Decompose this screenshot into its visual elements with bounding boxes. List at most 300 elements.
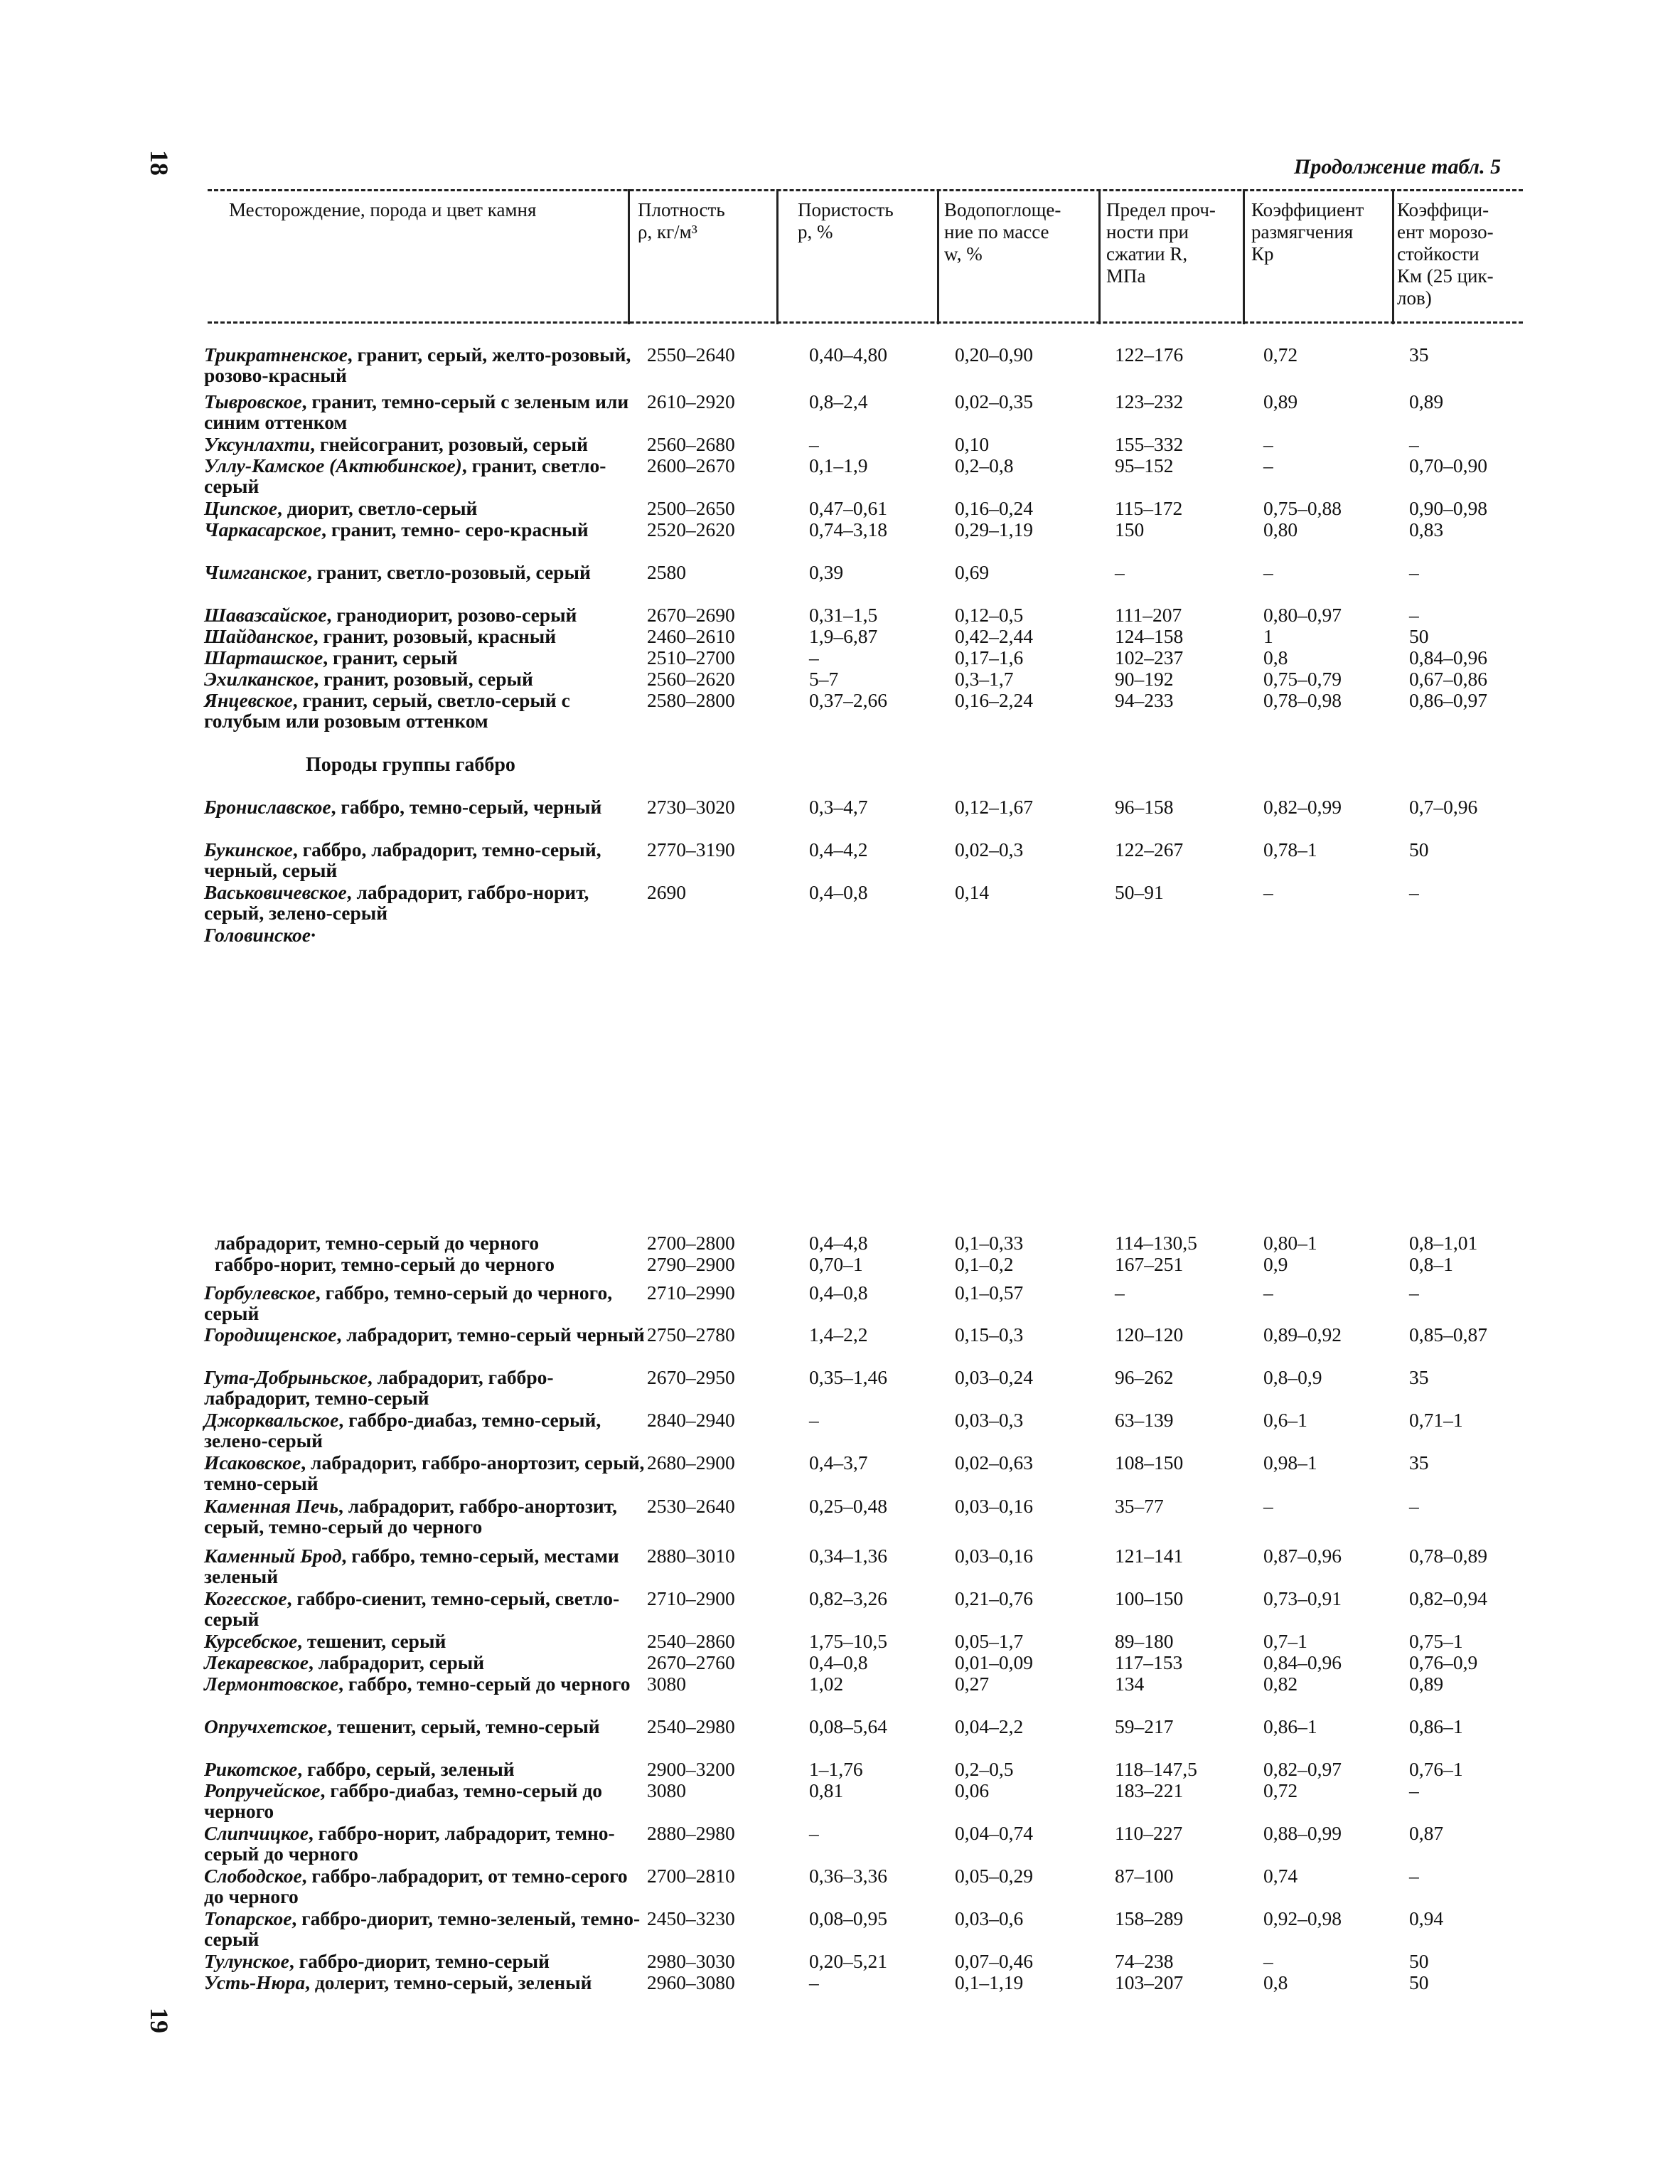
row-deposit	[204, 1631, 645, 1651]
page-number-top: 18	[145, 150, 173, 176]
cell-softening: 0,89–0,92	[1263, 1323, 1342, 1346]
cell-water-absorption: 0,03–0,24	[955, 1366, 1033, 1388]
cell-frost: 0,90–0,98	[1409, 497, 1487, 519]
cell-water-absorption: 0,03–0,3	[955, 1409, 1024, 1431]
cell-porosity: 0,34–1,36	[809, 1545, 887, 1567]
cell-density: 2980–3030	[647, 1950, 735, 1972]
deposit-name: Гута-Добрыньское	[204, 1366, 368, 1388]
cell-density: 3080	[647, 1673, 686, 1695]
row-deposit	[204, 498, 645, 518]
cell-porosity: 0,4–4,8	[809, 1232, 868, 1254]
deposit-description: , габбро, темно-серый, черный	[331, 796, 602, 818]
cell-porosity: –	[809, 1409, 819, 1431]
cell-strength: 134	[1115, 1673, 1145, 1695]
cell-softening: 0,98–1	[1263, 1451, 1317, 1474]
cell-water-absorption: 0,02–0,63	[955, 1451, 1033, 1474]
cell-density: 2960–3080	[647, 1971, 735, 1993]
cell-density: 2550–2640	[647, 343, 735, 366]
deposit-description: , габбро-сиенит, темно-серый, светло-серый	[204, 1587, 620, 1630]
cell-strength: 102–237	[1115, 646, 1184, 668]
cell-strength: 111–207	[1115, 604, 1182, 626]
cell-porosity: 1,4–2,2	[809, 1323, 868, 1346]
deposit-name: Шарташское	[204, 646, 323, 668]
cell-porosity: 0,74–3,18	[809, 518, 887, 540]
cell-strength: 59–217	[1115, 1715, 1174, 1737]
deposit-description: , габбро-диабаз, темно-серый, зелено-серый	[204, 1409, 601, 1451]
deposit-description: , лабрадорит, серый	[309, 1651, 485, 1673]
header-frost: Коэффици- ент морозо- стойкости Км (25 цик- лов)	[1397, 199, 1494, 309]
cell-frost: 0,94	[1409, 1907, 1444, 1929]
cell-water-absorption: 0,15–0,3	[955, 1323, 1024, 1346]
cell-softening: 0,88–0,99	[1263, 1822, 1342, 1844]
cell-frost: 35	[1409, 343, 1429, 366]
cell-softening: –	[1263, 881, 1273, 903]
row-deposit	[204, 1652, 645, 1673]
cell-water-absorption: 0,27	[955, 1673, 990, 1695]
row-deposit	[204, 1865, 645, 1907]
deposit-name: Исаковское	[204, 1451, 301, 1474]
cell-frost: –	[1409, 1495, 1419, 1517]
cell-density: 2530–2640	[647, 1495, 735, 1517]
cell-softening: 0,89	[1263, 390, 1298, 412]
col-divider	[1243, 189, 1245, 324]
col-divider	[776, 189, 779, 324]
cell-strength: 115–172	[1115, 497, 1183, 519]
deposit-description: , габбро-лабрадорит, от темно-серого до черного	[204, 1865, 628, 1907]
deposit-name: Усть-Нюра	[204, 1971, 306, 1993]
cell-porosity: 0,4–0,8	[809, 1282, 868, 1304]
cell-density: 2670–2760	[647, 1651, 735, 1673]
row-deposit	[204, 1367, 645, 1408]
header-top-rule	[208, 189, 1523, 191]
cell-porosity: –	[809, 646, 819, 668]
cell-porosity: 1,75–10,5	[809, 1630, 887, 1652]
cell-water-absorption: 0,04–2,2	[955, 1715, 1024, 1737]
cell-porosity: 0,4–0,8	[809, 881, 868, 903]
cell-frost: 50	[1409, 1971, 1429, 1993]
cell-frost: 0,71–1	[1409, 1409, 1463, 1431]
cell-softening: 0,7–1	[1263, 1630, 1307, 1652]
cell-softening: 0,78–1	[1263, 838, 1317, 861]
cell-softening: 0,80	[1263, 518, 1298, 540]
cell-frost: –	[1409, 881, 1419, 903]
deposit-name: Тулунское	[204, 1950, 289, 1972]
cell-softening: 0,86–1	[1263, 1715, 1317, 1737]
cell-water-absorption: 0,05–0,29	[955, 1865, 1033, 1887]
cell-strength: 124–158	[1115, 625, 1184, 647]
cell-strength: 158–289	[1115, 1907, 1184, 1929]
page-number-bottom: 19	[145, 2008, 173, 2033]
cell-density: 2510–2700	[647, 646, 735, 668]
deposit-name: Джорквальское	[204, 1409, 339, 1431]
row-deposit	[204, 882, 645, 923]
cell-strength: 63–139	[1115, 1409, 1174, 1431]
deposit-name: Янцевское	[204, 689, 293, 711]
cell-softening: –	[1263, 454, 1273, 476]
cell-strength: 122–176	[1115, 343, 1184, 366]
cell-density: 2670–2690	[647, 604, 735, 626]
cell-frost: 0,70–0,90	[1409, 454, 1487, 476]
cell-strength: 114–130,5	[1115, 1232, 1197, 1254]
deposit-name: Слипчицкое	[204, 1822, 309, 1844]
deposit-description: , гранит, серый, желто-розовый, розово-красный	[204, 343, 631, 386]
deposit-name: Тывровское	[204, 390, 302, 412]
row-deposit	[204, 1282, 645, 1323]
cell-density: 2600–2670	[647, 454, 735, 476]
cell-strength: 87–100	[1115, 1865, 1174, 1887]
deposit-description: , габбро-норит, лабрадорит, темно-серый до черного	[204, 1822, 615, 1865]
cell-strength: 122–267	[1115, 838, 1184, 861]
cell-density: 2770–3190	[647, 838, 735, 861]
cell-frost: 0,75–1	[1409, 1630, 1463, 1652]
cell-strength: 94–233	[1115, 689, 1174, 711]
row-deposit	[204, 797, 645, 817]
cell-porosity: 1,9–6,87	[809, 625, 878, 647]
cell-frost: –	[1409, 561, 1419, 583]
cell-water-absorption: 0,20–0,90	[955, 343, 1033, 366]
cell-porosity: 0,37–2,66	[809, 689, 887, 711]
cell-softening: 0,8–0,9	[1263, 1366, 1322, 1388]
cell-frost: –	[1409, 1779, 1419, 1801]
deposit-description: , габбро, темно-серый до черного, серый	[204, 1282, 613, 1324]
deposit-description: , тешенит, серый, темно-серый	[327, 1715, 600, 1737]
cell-strength: 89–180	[1115, 1630, 1174, 1652]
row-deposit	[204, 1759, 645, 1779]
deposit-description: , гранит, серый	[323, 646, 458, 668]
cell-water-absorption: 0,1–0,33	[955, 1232, 1024, 1254]
row-description: лабрадорит, темно-серый до черного	[215, 1232, 540, 1254]
cell-density: 2540–2860	[647, 1630, 735, 1652]
cell-frost: –	[1409, 433, 1419, 455]
row-deposit	[204, 839, 645, 880]
cell-water-absorption: 0,03–0,6	[955, 1907, 1024, 1929]
cell-water-absorption: 0,2–0,5	[955, 1758, 1014, 1780]
cell-strength: 35–77	[1115, 1495, 1164, 1517]
cell-softening: 0,82–0,97	[1263, 1758, 1342, 1780]
deposit-name: Брониславское	[204, 796, 331, 818]
cell-frost: 0,89	[1409, 390, 1444, 412]
deposit-name: Топарское	[204, 1907, 292, 1929]
row-deposit	[204, 604, 645, 625]
cell-water-absorption: 0,05–1,7	[955, 1630, 1024, 1652]
cell-density: 2580	[647, 561, 686, 583]
header-porosity: Пористость р, %	[798, 199, 894, 243]
deposit-description: , гранит, розовый, серый	[314, 668, 533, 690]
cell-density: 2790–2900	[647, 1253, 735, 1275]
cell-porosity: 0,81	[809, 1779, 844, 1801]
deposit-name: Ропручейское	[204, 1779, 321, 1801]
cell-softening: 0,74	[1263, 1865, 1298, 1887]
cell-strength: 118–147,5	[1115, 1758, 1197, 1780]
cell-frost: 0,89	[1409, 1673, 1444, 1695]
row-deposit	[204, 1908, 645, 1949]
cell-porosity: 0,08–0,95	[809, 1907, 887, 1929]
cell-porosity: 0,35–1,46	[809, 1366, 887, 1388]
cell-water-absorption: 0,3–1,7	[955, 668, 1014, 690]
cell-porosity: 5–7	[809, 668, 839, 690]
deposit-description: , лабрадорит, габбро-лабрадорит, темно-серый	[204, 1366, 554, 1409]
header-density: Плотность ρ, кг/м³	[638, 199, 725, 243]
table-continuation-label: Продолжение табл. 5	[1294, 155, 1502, 179]
deposit-description: , гранит, темно-серый с зеленым или синим оттенком	[204, 390, 629, 433]
cell-water-absorption: 0,1–0,57	[955, 1282, 1024, 1304]
deposit-name: Шайданское	[204, 625, 314, 647]
header-water-absorption: Водопоглоще- ние по массе w, %	[944, 199, 1061, 265]
deposit-name: Головинское·	[204, 924, 316, 946]
cell-porosity: 0,40–4,80	[809, 343, 887, 366]
deposit-description: , лабрадорит, габбро-анортозит, серый, темно-серый	[204, 1451, 645, 1494]
deposit-description: , лабрадорит, темно-серый черный	[336, 1323, 645, 1346]
deposit-name: Опручхетское	[204, 1715, 328, 1737]
row-deposit	[204, 1588, 645, 1629]
cell-frost: 50	[1409, 625, 1429, 647]
deposit-name: Трикратненское	[204, 343, 348, 366]
header-softening: Коэффициент размягчения Кр	[1251, 199, 1364, 265]
deposit-name: Уксунлахти	[204, 433, 311, 455]
cell-density: 2580–2800	[647, 689, 735, 711]
cell-strength: 50–91	[1115, 881, 1164, 903]
row-deposit	[204, 1545, 645, 1587]
cell-porosity: 0,4–0,8	[809, 1651, 868, 1673]
cell-softening: 0,82–0,99	[1263, 796, 1342, 818]
deposit-description: , габбро-диабаз, темно-серый до черного	[204, 1779, 603, 1822]
section-title: Породы группы габбро	[306, 754, 515, 776]
header-deposit: Месторождение, порода и цвет камня	[229, 199, 537, 220]
row-deposit	[204, 562, 645, 582]
cell-softening: –	[1263, 1282, 1273, 1304]
cell-water-absorption: 0,07–0,46	[955, 1950, 1033, 1972]
cell-softening: 0,92–0,98	[1263, 1907, 1342, 1929]
cell-strength: 100–150	[1115, 1587, 1184, 1609]
cell-density: 2500–2650	[647, 497, 735, 519]
cell-strength: 117–153	[1115, 1651, 1183, 1673]
cell-softening: 0,84–0,96	[1263, 1651, 1342, 1673]
col-divider	[937, 189, 939, 324]
deposit-description: , габбро, темно-серый, местами зеленый	[204, 1545, 619, 1587]
cell-strength: 95–152	[1115, 454, 1174, 476]
deposit-description: , гранодиорит, розово-серый	[326, 604, 577, 626]
cell-frost: 0,78–0,89	[1409, 1545, 1487, 1567]
cell-porosity: 0,25–0,48	[809, 1495, 887, 1517]
cell-frost: –	[1409, 604, 1419, 626]
cell-porosity: 1,02	[809, 1673, 844, 1695]
cell-density: 2560–2680	[647, 433, 735, 455]
deposit-description: , лабрадорит, габбро-норит, серый, зелено-серый	[204, 881, 589, 924]
deposit-description: , лабрадорит, габбро-анортозит, серый, темно-серый до черного	[204, 1495, 618, 1538]
cell-porosity: 0,47–0,61	[809, 497, 887, 519]
cell-water-absorption: 0,02–0,35	[955, 390, 1033, 412]
cell-softening: 0,72	[1263, 1779, 1298, 1801]
deposit-description: , гранит, розовый, красный	[313, 625, 557, 647]
cell-frost: 35	[1409, 1451, 1429, 1474]
cell-water-absorption: 0,1–0,2	[955, 1253, 1014, 1275]
cell-density: 2750–2780	[647, 1323, 735, 1346]
cell-strength: 96–262	[1115, 1366, 1174, 1388]
cell-density: 2880–3010	[647, 1545, 735, 1567]
cell-porosity: 1–1,76	[809, 1758, 863, 1780]
cell-softening: 0,82	[1263, 1673, 1298, 1695]
deposit-name: Букинское	[204, 838, 293, 861]
cell-porosity: 0,31–1,5	[809, 604, 878, 626]
deposit-name: Когесское	[204, 1587, 287, 1609]
cell-frost: 50	[1409, 1950, 1429, 1972]
cell-strength: –	[1115, 1282, 1125, 1304]
row-deposit	[204, 647, 645, 668]
cell-frost: 0,67–0,86	[1409, 668, 1487, 690]
deposit-name: Шавазсайское	[204, 604, 327, 626]
row-deposit	[204, 1496, 645, 1537]
cell-frost: 0,76–0,9	[1409, 1651, 1478, 1673]
cell-frost: 0,84–0,96	[1409, 646, 1487, 668]
cell-softening: –	[1263, 433, 1273, 455]
cell-water-absorption: 0,69	[955, 561, 990, 583]
cell-softening: 0,8	[1263, 1971, 1288, 1993]
cell-strength: 150	[1115, 518, 1145, 540]
row-deposit	[204, 1452, 645, 1493]
cell-density: 2700–2800	[647, 1232, 735, 1254]
cell-density: 2460–2610	[647, 625, 735, 647]
cell-softening: 1	[1263, 625, 1273, 647]
deposit-description: , диорит, светло-серый	[277, 497, 478, 519]
cell-strength: 108–150	[1115, 1451, 1184, 1474]
deposit-description: , габбро, темно-серый до черного	[338, 1673, 631, 1695]
cell-density: 2450–3230	[647, 1907, 735, 1929]
cell-frost: 35	[1409, 1366, 1429, 1388]
row-deposit	[204, 344, 645, 385]
deposit-name: Каменный Брод	[204, 1545, 342, 1567]
deposit-description: , гранит, серый, светло-серый с голубым или розовым оттенком	[204, 689, 570, 732]
cell-water-absorption: 0,10	[955, 433, 990, 455]
cell-density: 2900–3200	[647, 1758, 735, 1780]
cell-water-absorption: 0,14	[955, 881, 990, 903]
cell-softening: 0,9	[1263, 1253, 1288, 1275]
deposit-description: , гранит, светло-серый	[204, 454, 606, 497]
deposit-name: Горбулевское	[204, 1282, 316, 1304]
cell-strength: 103–207	[1115, 1971, 1184, 1993]
row-deposit	[204, 455, 645, 496]
col-divider	[1392, 189, 1394, 324]
cell-water-absorption: 0,16–0,24	[955, 497, 1033, 519]
cell-density: 3080	[647, 1779, 686, 1801]
row-deposit	[204, 690, 645, 731]
cell-density: 2520–2620	[647, 518, 735, 540]
deposit-name: Городищенское	[204, 1323, 337, 1346]
deposit-name: Лекаревское	[204, 1651, 309, 1673]
cell-strength: 90–192	[1115, 668, 1174, 690]
cell-frost: 0,85–0,87	[1409, 1323, 1487, 1346]
row-deposit	[204, 925, 645, 945]
cell-density: 2730–3020	[647, 796, 735, 818]
cell-density: 2690	[647, 881, 686, 903]
cell-frost: 0,8–1,01	[1409, 1232, 1478, 1254]
cell-frost: 0,82–0,94	[1409, 1587, 1487, 1609]
deposit-name: Эхилканское	[204, 668, 314, 690]
cell-strength: –	[1115, 561, 1125, 583]
cell-softening: 0,75–0,88	[1263, 497, 1342, 519]
cell-water-absorption: 0,1–1,19	[955, 1971, 1024, 1993]
cell-water-absorption: 0,03–0,16	[955, 1495, 1033, 1517]
cell-porosity: 0,8–2,4	[809, 390, 868, 412]
cell-porosity: 0,4–3,7	[809, 1451, 868, 1474]
cell-softening: –	[1263, 1950, 1273, 1972]
header-strength: Предел проч- ности при сжатии R, МПа	[1106, 199, 1216, 287]
deposit-description: , гранит, темно- серо-красный	[321, 518, 589, 540]
deposit-description: , габбро-диорит, темно-зеленый, темно-серый	[204, 1907, 641, 1950]
cell-strength: 96–158	[1115, 796, 1174, 818]
cell-porosity: 0,4–4,2	[809, 838, 868, 861]
cell-density: 2710–2990	[647, 1282, 735, 1304]
cell-frost: 50	[1409, 838, 1429, 861]
cell-porosity: –	[809, 1822, 819, 1844]
cell-water-absorption: 0,21–0,76	[955, 1587, 1033, 1609]
cell-water-absorption: 0,12–1,67	[955, 796, 1033, 818]
cell-water-absorption: 0,02–0,3	[955, 838, 1024, 861]
row-deposit	[204, 668, 645, 689]
cell-frost: 0,87	[1409, 1822, 1444, 1844]
cell-softening: 0,73–0,91	[1263, 1587, 1342, 1609]
cell-water-absorption: 0,29–1,19	[955, 518, 1033, 540]
deposit-name: Уллу-Камское (Актюбинское)	[204, 454, 462, 476]
deposit-name: Каменная Печь	[204, 1495, 339, 1517]
cell-density: 2710–2900	[647, 1587, 735, 1609]
cell-strength: 155–332	[1115, 433, 1184, 455]
deposit-name: Рикотское	[204, 1758, 298, 1780]
cell-water-absorption: 0,16–2,24	[955, 689, 1033, 711]
col-divider	[1098, 189, 1101, 324]
cell-density: 2700–2810	[647, 1865, 735, 1887]
cell-porosity: 0,36–3,36	[809, 1865, 887, 1887]
row-deposit	[204, 1716, 645, 1737]
header-bottom-rule	[208, 321, 1523, 324]
deposit-name: Лермонтовское	[204, 1673, 339, 1695]
deposit-name: Курсебское	[204, 1630, 298, 1652]
cell-softening: 0,87–0,96	[1263, 1545, 1342, 1567]
cell-water-absorption: 0,03–0,16	[955, 1545, 1033, 1567]
cell-frost: –	[1409, 1865, 1419, 1887]
col-divider	[628, 189, 630, 324]
row-description: габбро-норит, темно-серый до черного	[215, 1253, 555, 1275]
cell-density: 2880–2980	[647, 1822, 735, 1844]
deposit-name: Слободское	[204, 1865, 302, 1887]
row-deposit	[204, 391, 645, 432]
cell-density: 2670–2950	[647, 1366, 735, 1388]
cell-frost: 0,8–1	[1409, 1253, 1453, 1275]
cell-frost: 0,7–0,96	[1409, 796, 1478, 818]
deposit-name: Ципское	[204, 497, 278, 519]
row-deposit	[204, 519, 645, 540]
cell-softening: 0,80–1	[1263, 1232, 1317, 1254]
cell-porosity: 0,39	[809, 561, 844, 583]
cell-porosity: 0,82–3,26	[809, 1587, 887, 1609]
row-deposit	[204, 434, 645, 454]
cell-strength: 121–141	[1115, 1545, 1184, 1567]
deposit-description: , гнейсогранит, розовый, серый	[310, 433, 588, 455]
row-deposit	[204, 1780, 645, 1821]
row-deposit	[204, 1972, 645, 1993]
cell-frost: 0,83	[1409, 518, 1444, 540]
deposit-description: , габбро-диорит, темно-серый	[289, 1950, 550, 1972]
cell-softening: –	[1263, 561, 1273, 583]
deposit-description: , гранит, светло-розовый, серый	[306, 561, 591, 583]
cell-water-absorption: 0,12–0,5	[955, 604, 1024, 626]
cell-softening: 0,6–1	[1263, 1409, 1307, 1431]
cell-strength: 167–251	[1115, 1253, 1184, 1275]
deposit-description: , тешенит, серый	[297, 1630, 446, 1652]
row-deposit	[204, 1951, 645, 1971]
cell-porosity: 0,08–5,64	[809, 1715, 887, 1737]
deposit-name: Чаркасарское	[204, 518, 322, 540]
cell-softening: 0,8	[1263, 646, 1288, 668]
